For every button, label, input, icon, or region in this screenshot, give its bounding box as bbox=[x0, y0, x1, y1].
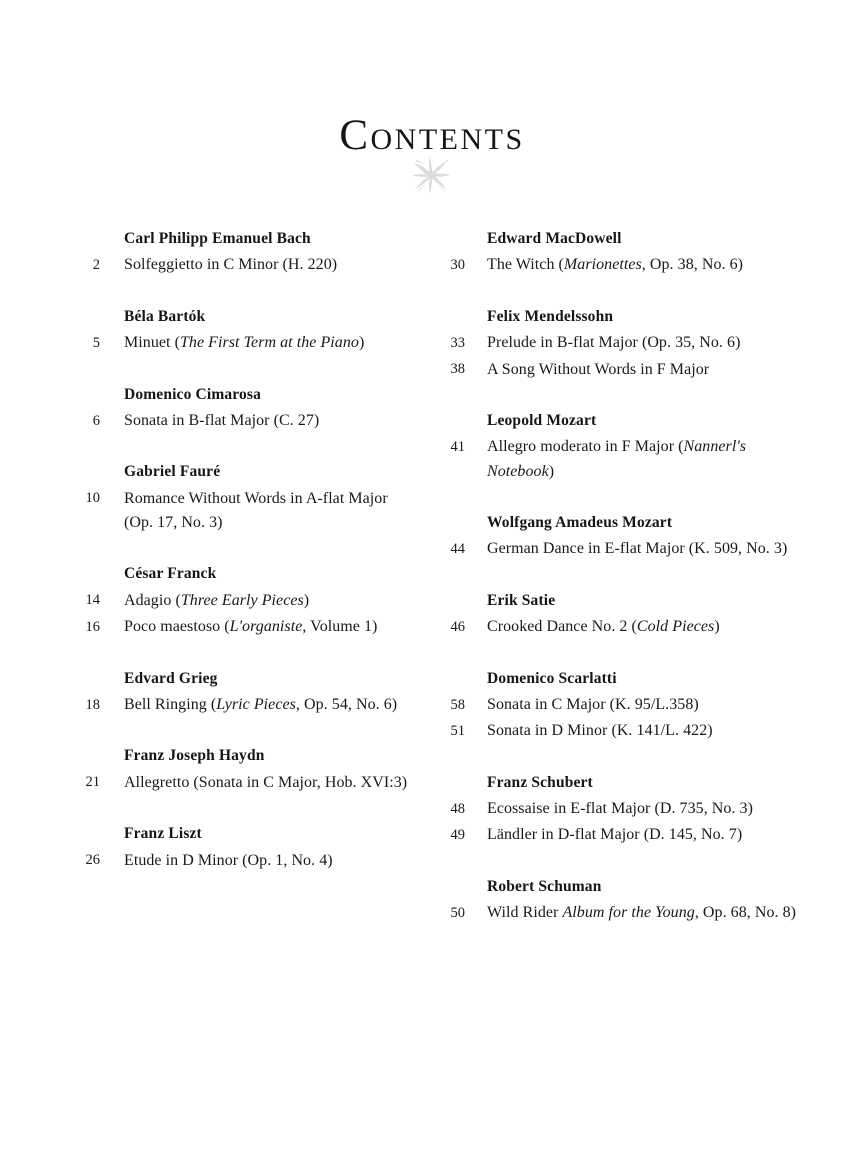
composer-group bbox=[78, 823, 408, 873]
contents-entry[interactable] bbox=[440, 823, 800, 847]
entry-title: A Song Without Words in F Major bbox=[487, 360, 710, 378]
contents-entry[interactable] bbox=[78, 589, 408, 613]
entry-title: Sonata in B-flat Major (C. 27) bbox=[124, 412, 320, 430]
composer-name: Franz Liszt bbox=[124, 825, 202, 843]
entry-page-number: 49 bbox=[450, 826, 465, 843]
contents-entry[interactable] bbox=[440, 719, 800, 743]
composer-group bbox=[78, 306, 408, 356]
contents-entry[interactable] bbox=[440, 901, 800, 925]
entry-title: Bell Ringing (Lyric Pieces, Op. 54, No. 6) bbox=[124, 696, 398, 713]
entry-page-number: 50 bbox=[450, 904, 465, 921]
floral-ornament-icon bbox=[0, 152, 864, 198]
contents-entry[interactable] bbox=[78, 693, 408, 717]
composer-name: Domenico Scarlatti bbox=[487, 669, 617, 687]
composer-name: Carl Philipp Emanuel Bach bbox=[124, 230, 311, 247]
composer-name: Franz Schubert bbox=[487, 773, 593, 791]
entry-page-number: 2 bbox=[92, 256, 100, 273]
entry-title: Solfeggietto in C Minor (H. 220) bbox=[124, 256, 338, 274]
contents-entry[interactable] bbox=[440, 331, 800, 355]
entry-title: German Dance in E-flat Major (K. 509, No. 3) bbox=[487, 540, 788, 558]
composer-name: Wolfgang Amadeus Mozart bbox=[487, 513, 673, 531]
entry-page-number: 30 bbox=[450, 256, 465, 273]
entry-title: Romance Without Words in A-flat Major (Op. 17, No. 3) bbox=[124, 489, 388, 532]
entry-page-number: 26 bbox=[85, 852, 100, 869]
contents-entry[interactable] bbox=[78, 331, 408, 355]
entry-title: The Witch (Marionettes, Op. 38, No. 6) bbox=[487, 256, 744, 274]
contents-entry[interactable] bbox=[78, 409, 408, 433]
entry-title: Allegretto (Sonata in C Major, Hob. XVI:3) bbox=[124, 773, 408, 791]
contents-entry[interactable] bbox=[440, 537, 800, 561]
contents-entry[interactable] bbox=[78, 771, 408, 795]
entry-title-work: Marionettes bbox=[563, 256, 642, 274]
entry-title: Sonata in C Major (K. 95/L.358) bbox=[487, 696, 699, 713]
entry-page-number: 58 bbox=[450, 696, 465, 713]
entry-page-number: 6 bbox=[92, 412, 100, 429]
composer-group bbox=[78, 228, 408, 278]
entry-title-work: Lyric Pieces bbox=[216, 696, 296, 713]
composer-group bbox=[440, 410, 800, 484]
contents-entry[interactable] bbox=[440, 693, 800, 717]
entry-title-work: The First Term at the Piano bbox=[179, 334, 359, 352]
composer-name: César Franck bbox=[124, 565, 217, 583]
entry-title: Allegro moderato in F Major (Nannerl's Notebook) bbox=[487, 438, 747, 480]
entry-page-number: 46 bbox=[450, 618, 465, 635]
entry-title: Ländler in D-flat Major (D. 145, No. 7) bbox=[487, 826, 743, 844]
entry-title: Poco maestoso (L'organiste, Volume 1) bbox=[124, 618, 378, 636]
contents-entry[interactable] bbox=[78, 615, 408, 639]
entry-title: Prelude in B-flat Major (Op. 35, No. 6) bbox=[487, 334, 741, 352]
composer-name: Gabriel Fauré bbox=[124, 463, 221, 481]
composer-name: Edvard Grieg bbox=[124, 669, 218, 687]
contents-entry[interactable] bbox=[440, 797, 800, 821]
entry-title: Etude in D Minor (Op. 1, No. 4) bbox=[124, 851, 333, 869]
contents-entry[interactable] bbox=[78, 253, 408, 277]
entry-page-number: 38 bbox=[450, 361, 465, 378]
entry-title: Wild Rider Album for the Young, Op. 68, No. 8) bbox=[487, 904, 797, 922]
composer-group bbox=[440, 772, 800, 848]
composer-group bbox=[440, 668, 800, 744]
composer-group bbox=[78, 745, 408, 795]
composer-name: Franz Joseph Haydn bbox=[124, 747, 265, 765]
composer-group bbox=[440, 512, 800, 562]
composer-group bbox=[440, 876, 800, 926]
composer-group bbox=[78, 563, 408, 639]
entry-title-work: Album for the Young bbox=[562, 904, 695, 922]
contents-column-right bbox=[440, 228, 800, 926]
contents-entry[interactable] bbox=[440, 615, 800, 639]
contents-columns bbox=[0, 228, 864, 922]
composer-group bbox=[440, 228, 800, 278]
contents-entry[interactable] bbox=[78, 487, 408, 536]
entry-page-number: 41 bbox=[450, 438, 465, 455]
composer-name: Robert Schuman bbox=[487, 877, 602, 895]
entry-page-number: 18 bbox=[85, 696, 100, 713]
entry-page-number: 21 bbox=[85, 774, 100, 791]
composer-group bbox=[440, 306, 800, 382]
entry-page-number: 33 bbox=[450, 334, 465, 351]
entry-title: Adagio (Three Early Pieces) bbox=[124, 591, 310, 609]
entry-title-work: L'organiste bbox=[229, 618, 303, 636]
composer-group bbox=[440, 590, 800, 640]
entry-title: Sonata in D Minor (K. 141/L. 422) bbox=[487, 722, 713, 740]
entry-title-work: Cold Pieces bbox=[636, 618, 715, 636]
composer-group bbox=[78, 461, 408, 535]
contents-entry[interactable] bbox=[440, 358, 800, 382]
composer-name: Erik Satie bbox=[487, 591, 556, 609]
composer-name: Edward MacDowell bbox=[487, 230, 622, 247]
entry-page-number: 51 bbox=[450, 722, 465, 739]
contents-entry[interactable] bbox=[440, 435, 800, 484]
composer-group bbox=[78, 668, 408, 718]
entry-title-work: Three Early Pieces bbox=[180, 591, 304, 609]
contents-entry[interactable] bbox=[440, 253, 800, 277]
composer-group bbox=[78, 384, 408, 434]
composer-name: Felix Mendelssohn bbox=[487, 307, 614, 325]
entry-page-number: 10 bbox=[85, 490, 100, 507]
entry-page-number: 16 bbox=[85, 618, 100, 635]
composer-name: Domenico Cimarosa bbox=[124, 385, 262, 403]
entry-title-work: Nannerl's Notebook bbox=[487, 438, 747, 480]
contents-entry[interactable] bbox=[78, 849, 408, 873]
entry-page-number: 5 bbox=[92, 334, 100, 351]
entry-page-number: 14 bbox=[85, 592, 100, 609]
contents-column-left bbox=[78, 228, 408, 873]
composer-name: Béla Bartók bbox=[124, 307, 206, 325]
entry-title: Minuet (The First Term at the Piano) bbox=[124, 334, 365, 352]
entry-page-number: 44 bbox=[450, 540, 465, 557]
page-title: Contents bbox=[339, 111, 525, 159]
entry-title: Ecossaise in E-flat Major (D. 735, No. 3) bbox=[487, 800, 753, 818]
composer-name: Leopold Mozart bbox=[487, 411, 597, 429]
entry-title: Crooked Dance No. 2 (Cold Pieces) bbox=[487, 618, 720, 636]
entry-page-number: 48 bbox=[450, 800, 465, 817]
